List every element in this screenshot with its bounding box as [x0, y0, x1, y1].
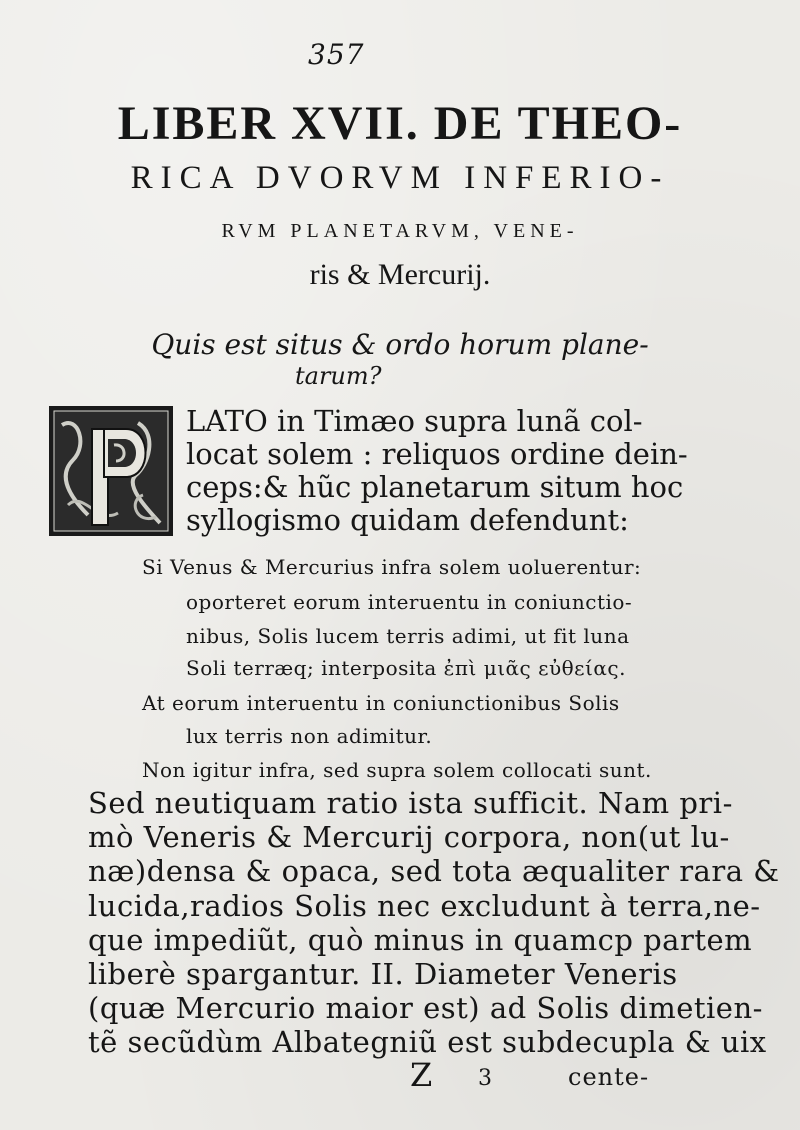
body-line: tẽ secũdùm Albategniũ est subdecupla & uix	[88, 1025, 767, 1059]
syllogism-line: oporteret eorum interuentu in coniunctio-	[186, 590, 633, 614]
page-number: 357	[308, 38, 365, 71]
syllogism-line: Non igitur infra, sed supra solem collocati sunt.	[142, 758, 652, 782]
title-line-4: ris & Mercurij.	[309, 258, 491, 291]
body-line: que impediũt, quò minus in quamcp partem	[88, 923, 753, 957]
question-line-1: Quis est situs & ordo horum plane-	[151, 328, 649, 361]
plato-line: locat solem : reliquos ordine dein-	[186, 437, 688, 471]
body-line: lucida,radios Solis nec excludunt à terra,ne-	[88, 889, 761, 923]
syllogism-line: Si Venus & Mercurius infra solem uoluerentur:	[142, 555, 642, 579]
signature-number: 3	[478, 1066, 492, 1091]
plato-line: LATO in Timæo supra lunã col-	[186, 404, 643, 438]
title-line-3: RVM PLANETARVM, VENE-	[221, 220, 579, 242]
syllogism-line: At eorum interuentu in coniunctionibus Solis	[142, 691, 620, 715]
question-line-2: tarum?	[295, 362, 382, 390]
syllogism-line: nibus, Solis lucem terris adimi, ut fit luna	[186, 624, 630, 648]
plato-line: syllogismo quidam defendunt:	[186, 503, 629, 537]
syllogism-line: Soli terræq; interposita ἐπὶ μιᾶς εὐθείας.	[186, 656, 626, 680]
body-line: mò Veneris & Mercurij corpora, non(ut lu-	[88, 820, 730, 854]
title-line-2: RICA DVORVM INFERIO-	[130, 160, 670, 196]
decorated-initial-icon	[48, 405, 174, 537]
title-line-1: LIBER XVII. DE THEO-	[117, 97, 683, 150]
syllogism-line: lux terris non adimitur.	[186, 724, 433, 748]
signature-mark: Z	[410, 1056, 433, 1094]
plato-line: ceps:& hũc planetarum situm hoc	[186, 470, 684, 504]
body-line: liberè spargantur. II. Diameter Veneris	[88, 957, 678, 991]
body-line: Sed neutiquam ratio ista sufficit. Nam pri-	[88, 786, 733, 820]
catchword: cente-	[568, 1063, 650, 1091]
body-line: næ)densa & opaca, sed tota æqualiter rara &	[88, 854, 780, 888]
body-line: (quæ Mercurio maior est) ad Solis dimetien-	[88, 991, 763, 1025]
